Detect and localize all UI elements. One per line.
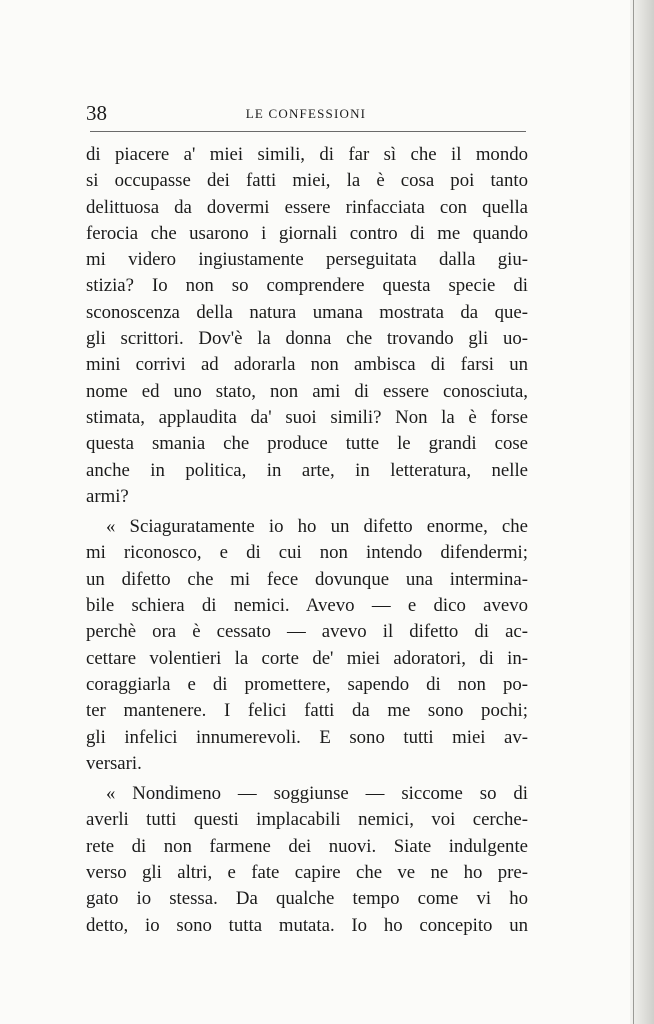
text-line: coraggiarla e di promettere, sapendo di non po-	[86, 673, 528, 695]
header-rule	[90, 131, 526, 132]
text-line: nome ed uno stato, non ami di essere conosciuta,	[86, 380, 528, 402]
text-line: cettare volentieri la corte de' miei adoratori, di in-	[86, 647, 528, 669]
text-line: mini corrivi ad adorarla non ambisca di farsi un	[86, 354, 528, 376]
text-line: verso gli altri, e fate capire che ve ne ho pre-	[86, 862, 528, 884]
text-line: ferocia che usarono i giornali contro di me quando	[86, 222, 528, 244]
paragraph-3	[86, 781, 528, 939]
paragraph-1	[86, 142, 528, 510]
text-line: gli infelici innumerevoli. E sono tutti miei av-	[86, 726, 528, 748]
text-line: anche in politica, in arte, in letteratura, nelle	[86, 459, 528, 481]
running-head	[86, 98, 526, 128]
page-edge-line	[633, 0, 634, 1024]
text-line: « Sciaguratamente io ho un difetto enorme, che	[106, 516, 528, 538]
text-line: averli tutti questi implacabili nemici, voi cerche-	[86, 809, 528, 831]
text-line: « Nondimeno — soggiunse — siccome so di	[106, 783, 528, 805]
text-line: bile schiera di nemici. Avevo — e dico avevo	[86, 595, 528, 617]
text-line: gli scrittori. Dov'è la donna che trovando gli uo-	[86, 328, 528, 350]
text-line: delittuosa da dovermi essere rinfacciata con quella	[86, 196, 528, 218]
text-line: stimata, applaudita da' suoi simili? Non la è forse	[86, 406, 528, 428]
text-line: ter mantenere. I felici fatti da me sono pochi;	[86, 700, 528, 722]
text-line: un difetto che mi fece dovunque una intermina-	[86, 568, 528, 590]
text-line: versari.	[86, 752, 142, 774]
text-line: gato io stessa. Da qualche tempo come vi ho	[86, 888, 528, 910]
text-line: si occupasse dei fatti miei, la è cosa poi tanto	[86, 170, 528, 192]
text-line: rete di non farmene dei nuovi. Siate indulgente	[86, 835, 528, 857]
running-title: LE CONFESSIONI	[245, 106, 367, 121]
text-line: questa smania che produce tutte le grandi cose	[86, 433, 528, 455]
text-line: sconoscenza della natura umana mostrata da que-	[86, 301, 528, 323]
text-line: mi videro ingiustamente perseguitata dalla giu-	[86, 249, 528, 271]
body-text	[86, 142, 528, 939]
paragraph-2	[86, 514, 528, 777]
text-line: stizia? Io non so comprendere questa specie di	[86, 275, 528, 297]
text-line: detto, io sono tutta mutata. Io ho concepito un	[86, 914, 528, 936]
text-line: mi riconosco, e di cui non intendo difendermi;	[86, 542, 528, 564]
text-line: di piacere a' miei simili, di far sì che il mondo	[86, 144, 528, 165]
page-number: 38	[86, 101, 107, 125]
text-line: perchè ora è cessato — avevo il difetto di ac-	[86, 621, 528, 643]
text-line: armi?	[86, 485, 129, 507]
